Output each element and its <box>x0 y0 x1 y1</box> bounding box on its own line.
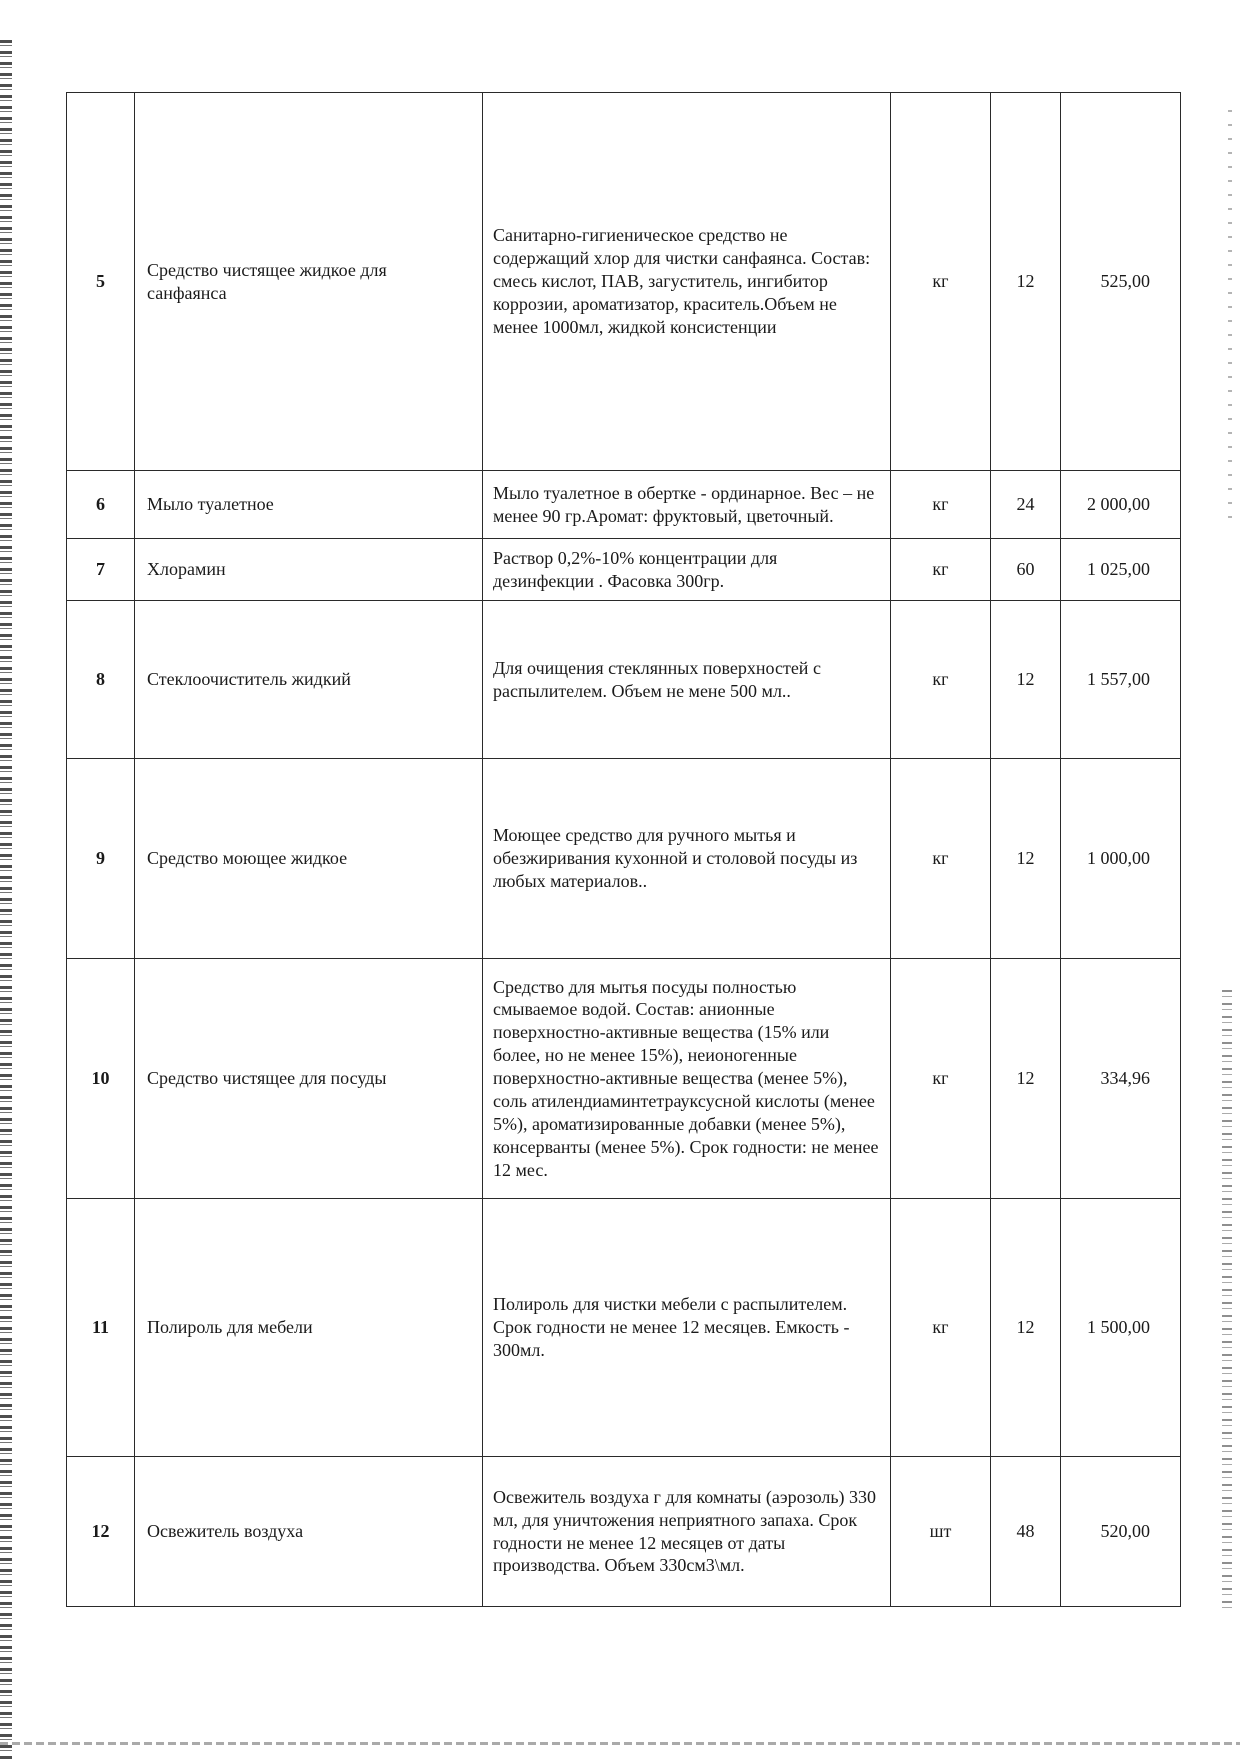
item-name: Средство чистящее жидкое для санфаянса <box>135 93 483 471</box>
row-number: 9 <box>67 759 135 959</box>
item-quantity: 24 <box>991 471 1061 539</box>
item-price: 334,96 <box>1061 959 1181 1199</box>
table-row <box>67 539 1181 601</box>
row-number: 11 <box>67 1199 135 1457</box>
table-row <box>67 959 1181 1199</box>
item-name: Мыло туалетное <box>135 471 483 539</box>
item-quantity: 12 <box>991 601 1061 759</box>
scan-edge-right <box>1222 990 1232 1610</box>
item-description: Санитарно-гигиеническое средство не содержащий хлор для чистки санфаянса. Состав: смесь кислот, ПАВ, загуститель, ингибитор коррозии, ароматизатор, краситель.Объем не менее 1000мл, жидкой консистенции <box>483 93 891 471</box>
item-description: Моющее средство для ручного мытья и обезжиривания кухонной и столовой посуды из любых материалов.. <box>483 759 891 959</box>
table-row <box>67 471 1181 539</box>
table-row <box>67 1199 1181 1457</box>
row-number: 7 <box>67 539 135 601</box>
row-number: 10 <box>67 959 135 1199</box>
item-description: Полироль для чистки мебели с распылителем. Срок годности не менее 12 месяцев. Емкость - 300мл. <box>483 1199 891 1457</box>
item-price: 525,00 <box>1061 93 1181 471</box>
item-price: 1 000,00 <box>1061 759 1181 959</box>
item-unit: шт <box>891 1457 991 1607</box>
item-description: Мыло туалетное в обертке - ординарное. Вес – не менее 90 гр.Аромат: фруктовый, цветочный. <box>483 471 891 539</box>
item-price: 520,00 <box>1061 1457 1181 1607</box>
item-unit: кг <box>891 959 991 1199</box>
item-name: Полироль для мебели <box>135 1199 483 1457</box>
item-description: Средство для мытья посуды полностью смываемое водой. Состав: анионные поверхностно-активные вещества (15% или более, но не менее 15%), неионогенные поверхностно-активные вещества (менее 5%), соль атилендиаминтетрауксусной кислоты (менее 5%), ароматизированные добавки (менее 5%), консерванты (менее 5%). Срок годности: не менее 12 мес. <box>483 959 891 1199</box>
item-unit: кг <box>891 759 991 959</box>
scan-edge-right-top <box>1228 110 1232 530</box>
row-number: 5 <box>67 93 135 471</box>
table-row <box>67 93 1181 471</box>
goods-table <box>66 92 1181 1607</box>
item-quantity: 12 <box>991 759 1061 959</box>
row-number: 6 <box>67 471 135 539</box>
item-quantity: 60 <box>991 539 1061 601</box>
item-unit: кг <box>891 539 991 601</box>
item-unit: кг <box>891 601 991 759</box>
item-price: 1 557,00 <box>1061 601 1181 759</box>
item-description: Освежитель воздуха г для комнаты (аэрозоль) 330 мл, для уничтожения неприятного запаха. Срок годности не менее 12 месяцев от даты производства. Объем 330см3\мл. <box>483 1457 891 1607</box>
item-description: Раствор 0,2%-10% концентрации для дезинфекции . Фасовка 300гр. <box>483 539 891 601</box>
item-quantity: 12 <box>991 959 1061 1199</box>
item-unit: кг <box>891 471 991 539</box>
table-row <box>67 759 1181 959</box>
item-quantity: 12 <box>991 1199 1061 1457</box>
row-number: 8 <box>67 601 135 759</box>
item-name: Освежитель воздуха <box>135 1457 483 1607</box>
scan-edge-left <box>0 40 12 1760</box>
table-row <box>67 601 1181 759</box>
item-unit: кг <box>891 93 991 471</box>
item-unit: кг <box>891 1199 991 1457</box>
item-description: Для очищения стеклянных поверхностей с распылителем. Объем не мене 500 мл.. <box>483 601 891 759</box>
scan-edge-bottom <box>0 1742 1240 1745</box>
table-row <box>67 1457 1181 1607</box>
row-number: 12 <box>67 1457 135 1607</box>
item-name: Стеклоочиститель жидкий <box>135 601 483 759</box>
item-name: Хлорамин <box>135 539 483 601</box>
item-price: 2 000,00 <box>1061 471 1181 539</box>
item-name: Средство чистящее для посуды <box>135 959 483 1199</box>
item-price: 1 025,00 <box>1061 539 1181 601</box>
item-price: 1 500,00 <box>1061 1199 1181 1457</box>
item-name: Средство моющее жидкое <box>135 759 483 959</box>
item-quantity: 48 <box>991 1457 1061 1607</box>
item-quantity: 12 <box>991 93 1061 471</box>
